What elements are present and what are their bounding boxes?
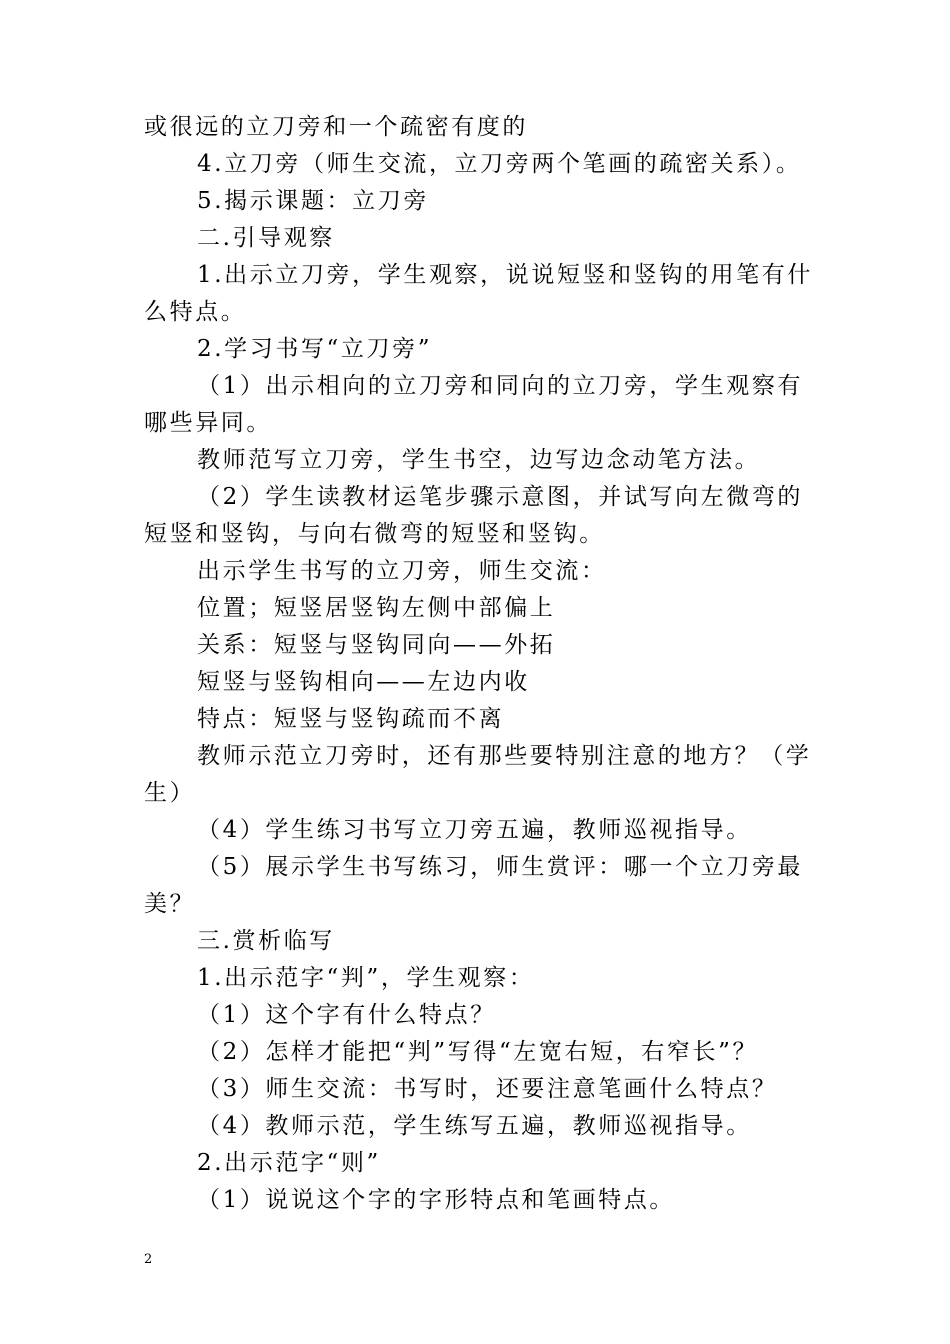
text-line: 么特点。 [144, 299, 247, 325]
text-line: 5.揭示课题：立刀旁 [197, 188, 429, 214]
text-line: 出示学生书写的立刀旁，师生交流： [197, 558, 607, 584]
text-line: 教师范写立刀旁，学生书空，边写边念动笔方法。 [197, 447, 761, 473]
text-line: （2）学生读教材运笔步骤示意图，并试写向左微弯的 [197, 484, 804, 510]
text-line: （2）怎样才能把“判”写得“左宽右短，右窄长”？ [197, 1039, 759, 1065]
text-line: （1）这个字有什么特点？ [197, 1002, 496, 1028]
text-line: 生） [144, 780, 196, 806]
text-line: 位置；短竖居竖钩左侧中部偏上 [197, 595, 556, 621]
text-line: 或很远的立刀旁和一个疏密有度的 [144, 114, 528, 140]
text-line: （5）展示学生书写练习，师生赏评：哪一个立刀旁最 [197, 854, 804, 880]
text-line: 2.出示范字“则” [197, 1150, 381, 1176]
text-line: 4.立刀旁（师生交流，立刀旁两个笔画的疏密关系）。 [197, 151, 802, 177]
text-line: （1）说说这个字的字形特点和笔画特点。 [197, 1187, 676, 1213]
text-line: 美？ [144, 891, 196, 917]
text-line: （4）教师示范，学生练写五遍，教师巡视指导。 [197, 1113, 752, 1139]
text-line: 1.出示立刀旁，学生观察，说说短竖和竖钩的用笔有什 [197, 262, 813, 288]
text-line: 2.学习书写“立刀旁” [197, 336, 433, 362]
page-number: 2 [144, 1252, 153, 1267]
text-line: 关系：短竖与竖钩同向——外拓 [197, 632, 556, 658]
text-line: 1.出示范字“判”，学生观察： [197, 965, 535, 991]
text-line: 短竖与竖钩相向——左边内收 [197, 669, 530, 695]
text-line: 特点：短竖与竖钩疏而不离 [197, 706, 505, 732]
text-line: （3）师生交流：书写时，还要注意笔画什么特点？ [197, 1076, 778, 1102]
text-line: 短竖和竖钩，与向右微弯的短竖和竖钩。 [144, 521, 605, 547]
text-line: （4）学生练习书写立刀旁五遍，教师巡视指导。 [197, 817, 752, 843]
text-line: 哪些异同。 [144, 410, 272, 436]
section-heading: 三.赏析临写 [197, 928, 335, 954]
section-heading: 二.引导观察 [197, 225, 335, 251]
text-line: 教师示范立刀旁时，还有那些要特别注意的地方？（学 [197, 743, 812, 769]
text-line: （1）出示相向的立刀旁和同向的立刀旁，学生观察有 [197, 373, 804, 399]
